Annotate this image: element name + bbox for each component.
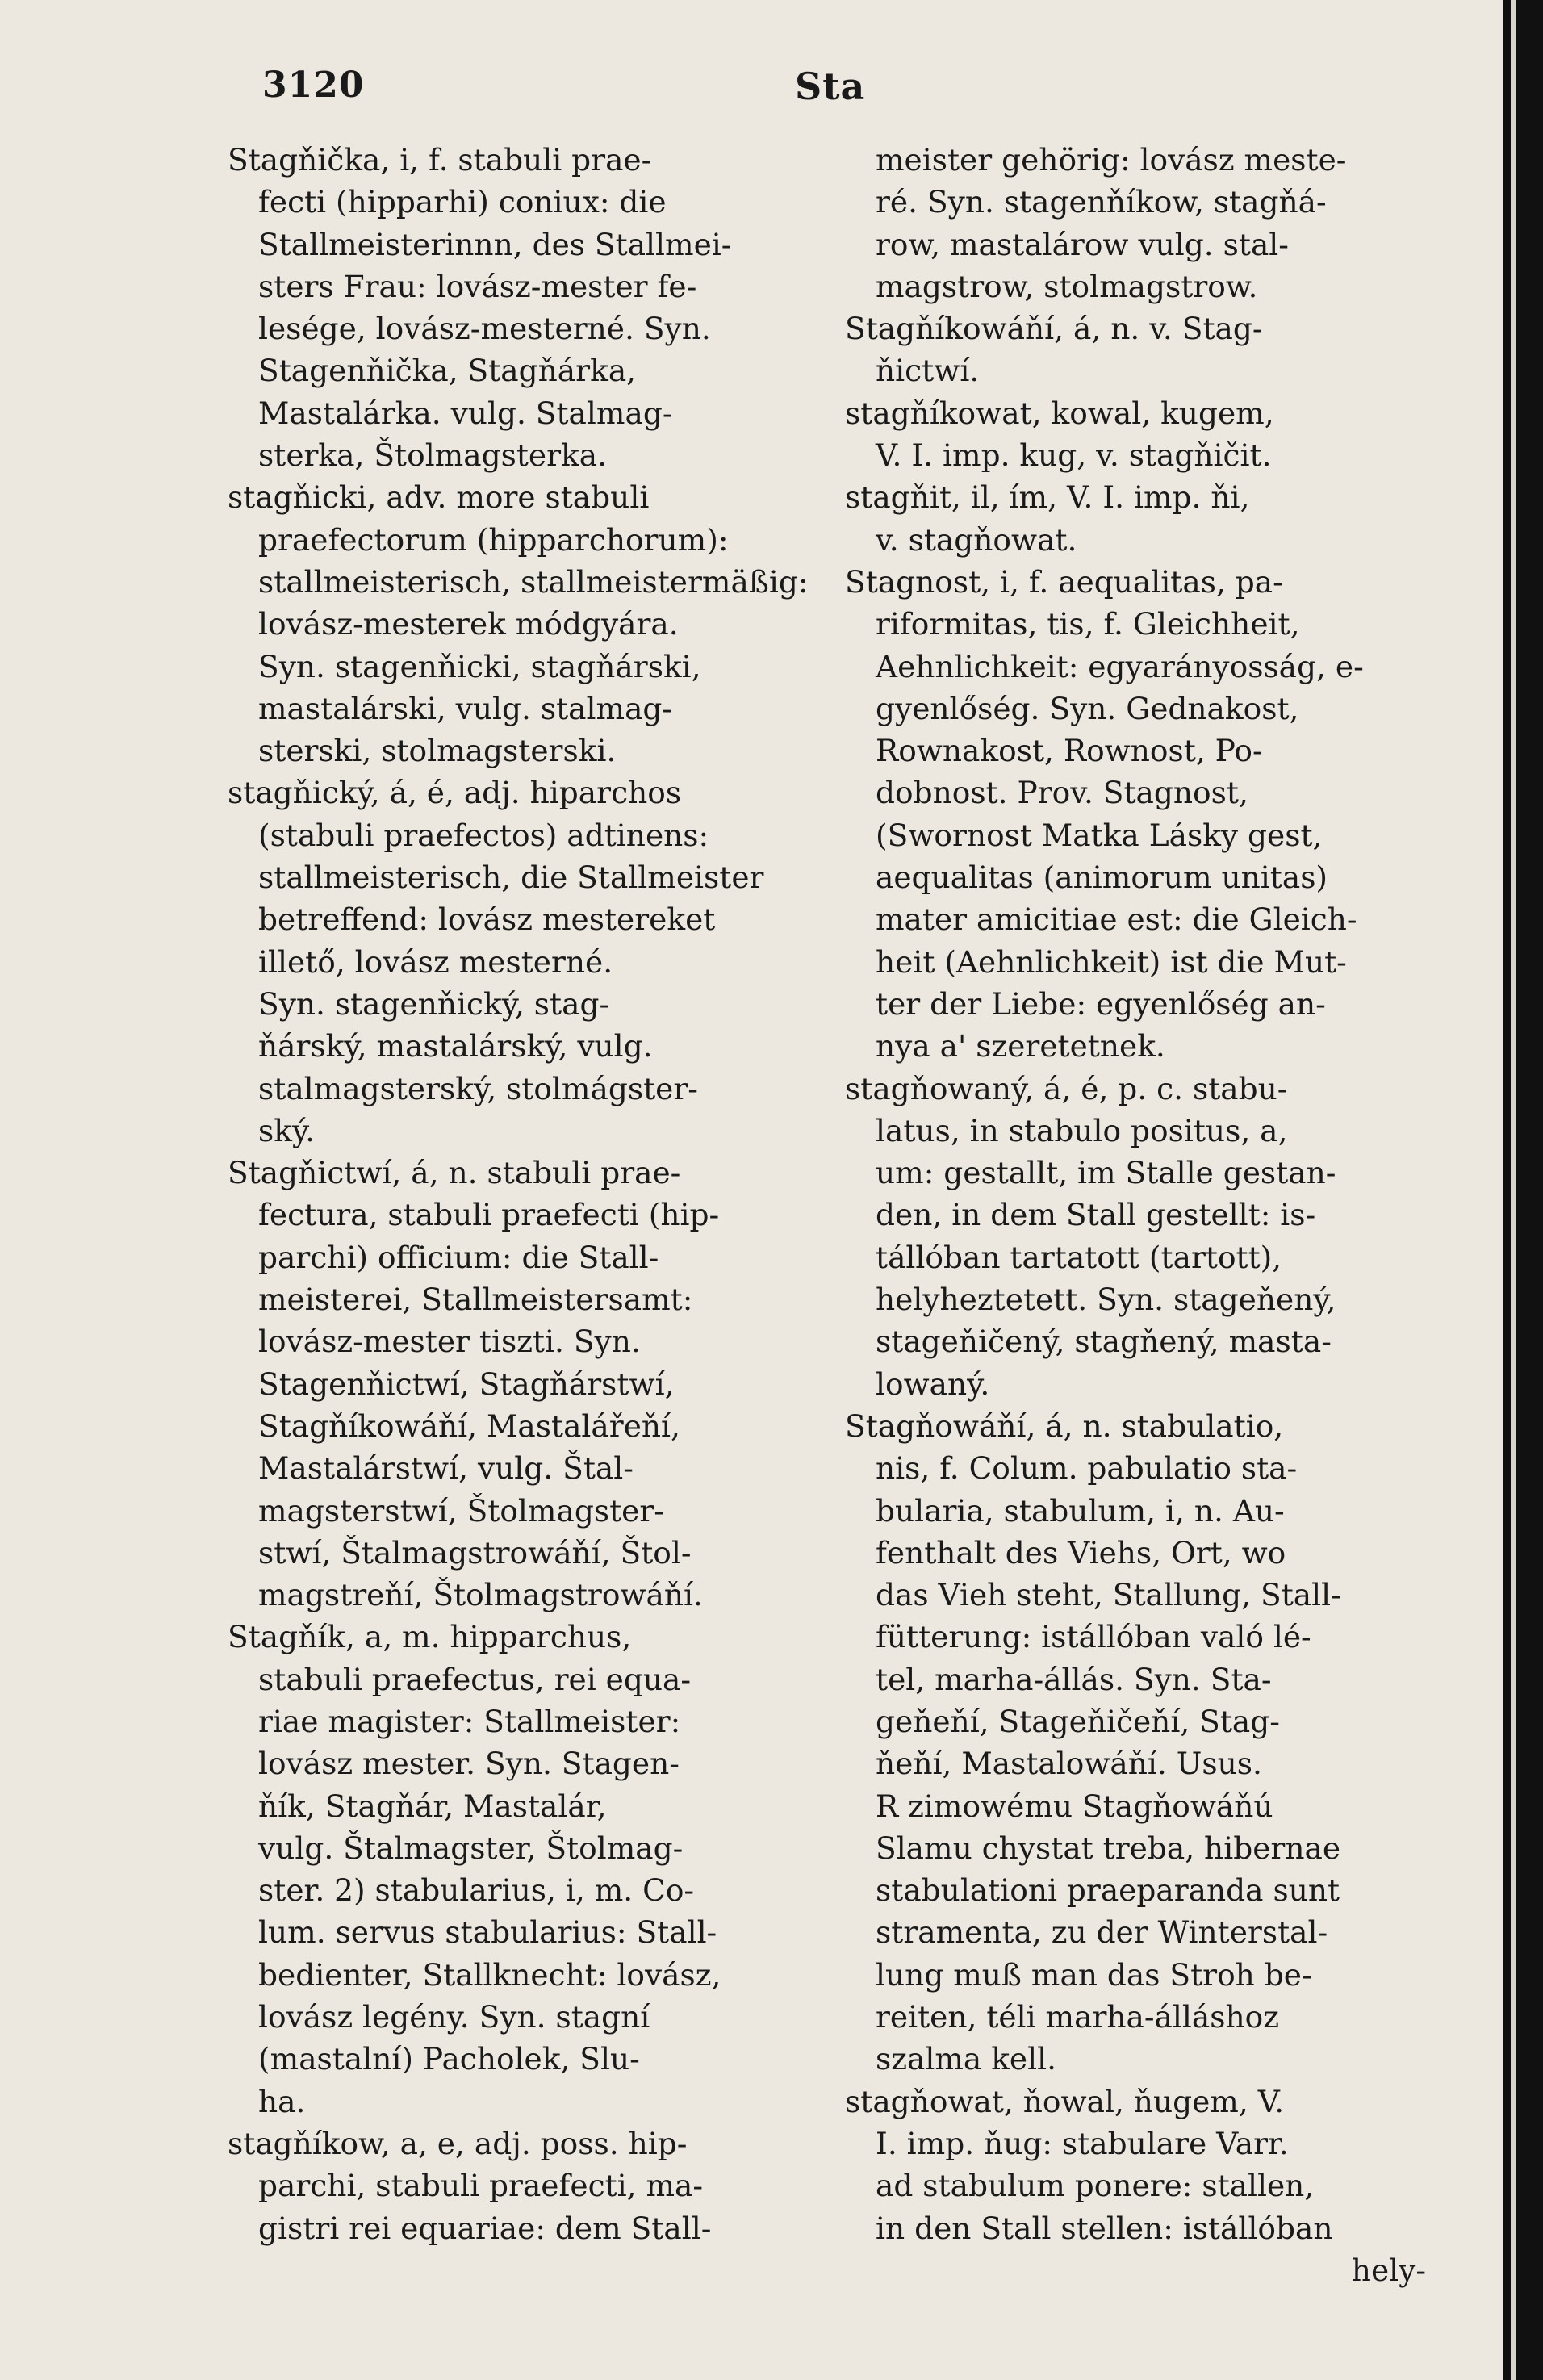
text-line: stagňowaný, á, é, p. c. stabu- [845,1070,1288,1106]
text-line: aequalitas (animorum unitas) [876,860,1328,896]
text-line: stallmeisterisch, die Stallmeister [258,860,764,896]
text-line: Stagenňictwí, Stagňárstwí, [258,1366,675,1402]
text-line: ský. [258,1112,316,1148]
text-line: bularia, stabulum, i, n. Au- [876,1492,1285,1529]
text-line: lovász-mesterek módgyára. [258,606,679,642]
next-page-edge [1503,0,1543,2380]
text-line: Syn. stagenňický, stag- [258,985,610,1022]
text-line: gyenlőség. Syn. Gednakost, [876,690,1299,726]
text-line: fütterung: istállóban való lé- [876,1619,1311,1655]
text-line: mastalárski, vulg. stalmag- [258,690,673,726]
text-line: v. stagňowat. [876,521,1077,558]
text-line: nis, f. Colum. pabulatio sta- [876,1450,1298,1487]
text-line: (stabuli praefectos) adtinens: [258,817,709,853]
text-line: ňictwí. [876,353,980,389]
text-line: riformitas, tis, f. Gleichheit, [876,606,1300,642]
left-column [228,139,829,2249]
text-line: magstrow, stolmagstrow. [876,268,1258,304]
text-line: V. I. imp. kug, v. stagňičit. [876,437,1272,474]
text-line: stallmeisterisch, stallmeistermäßig: [258,563,809,600]
text-line: bedienter, Stallknecht: lovász, [258,1956,721,1993]
text-line: ňík, Stagňár, Mastalár, [258,1788,607,1824]
text-line: sterka, Štolmagsterka. [258,437,608,474]
catchword: hely- [1351,2252,1426,2288]
text-line: latus, in stabulo positus, a, [876,1112,1288,1148]
text-line: geňeňí, Stageňičeňí, Stag- [876,1703,1280,1739]
text-line: Stallmeisterinnn, des Stallmei- [258,226,732,262]
text-line: illető, lovász mesterné. [258,943,613,980]
text-line: szalma kell. [876,2041,1057,2077]
text-line: stagňíkowat, kowal, kugem, [845,395,1274,431]
text-line: magstreňí, Štolmagstrowáňí. [258,1577,703,1613]
text-line: ad stabulum ponere: stallen, [876,2168,1315,2204]
text-line: I. imp. ňug: stabulare Varr. [876,2125,1289,2161]
page-number: 3120 [262,65,365,106]
text-line: meisterei, Stallmeistersamt: [258,1282,693,1318]
text-line: stagňický, á, é, adj. hiparchos [228,775,682,811]
text-line: ster. 2) stabularius, i, m. Co- [258,1872,695,1909]
text-line: fenthalt des Viehs, Ort, wo [876,1534,1286,1571]
text-line: Aehnlichkeit: egyarányosság, e- [876,648,1364,684]
text-line: tállóban tartatott (tartott), [876,1239,1282,1275]
text-line: stagňíkow, a, e, adj. poss. hip- [228,2125,688,2161]
right-column [845,139,1426,2291]
text-line: ha. [258,2083,306,2119]
text-line: gistri rei equariae: dem Stall- [258,2210,712,2246]
text-line: betreffend: lovász mestereket [258,901,716,938]
text-line: Stagňíkowáňí, Mastalářeňí, [258,1408,680,1444]
text-line: ré. Syn. stagenňíkow, stagňá- [876,184,1327,220]
text-line: Stagnost, i, f. aequalitas, pa- [845,563,1283,600]
text-line: stramenta, zu der Winterstal- [876,1914,1328,1951]
text-line: stagňit, il, ím, V. I. imp. ňi, [845,479,1250,516]
text-line: um: gestallt, im Stalle gestan- [876,1155,1336,1191]
text-line: Stagenňička, Stagňárka, [258,353,637,389]
text-line: stagňowat, ňowal, ňugem, V. [845,2083,1285,2119]
text-line: Stagňowáňí, á, n. stabulatio, [845,1408,1284,1444]
text-line: parchi) officium: die Stall- [258,1239,659,1275]
text-line: meister gehörig: lovász meste- [876,142,1347,178]
text-line: riae magister: Stallmeister: [258,1703,681,1739]
text-line: Rownakost, Rownost, Po- [876,733,1263,769]
text-line: sters Frau: lovász-mester fe- [258,268,697,304]
text-line: tel, marha-állás. Syn. Sta- [876,1661,1272,1697]
text-line: vulg. Štalmagster, Štolmag- [258,1830,684,1866]
text-line: parchi, stabuli praefecti, ma- [258,2168,704,2204]
text-line: stabulationi praeparanda sunt [876,1872,1340,1909]
text-line: stabuli praefectus, rei equa- [258,1661,692,1697]
text-line: lung muß man das Stroh be- [876,1956,1312,1993]
text-line: (Swornost Matka Lásky gest, [876,817,1323,853]
text-line: Syn. stagenňicki, stagňárski, [258,648,701,684]
text-line: fectura, stabuli praefecti (hip- [258,1197,720,1233]
text-line: lum. servus stabularius: Stall- [258,1914,717,1951]
text-line: praefectorum (hipparchorum): [258,521,729,558]
text-line: fecti (hipparhi) coniux: die [258,184,667,220]
text-line: nya a' szeretetnek. [876,1028,1165,1065]
text-line: mater amicitiae est: die Gleich- [876,901,1357,938]
running-head: Sta [795,65,866,108]
text-line: den, in dem Stall gestellt: is- [876,1197,1316,1233]
text-line: lesége, lovász-mesterné. Syn. [258,311,711,347]
text-line: row, mastalárow vulg. stal- [876,226,1289,262]
page-header [0,65,1503,113]
text-line: magsterstwí, Štolmagster- [258,1492,664,1529]
text-line: ňárský, mastalárský, vulg. [258,1028,653,1065]
text-line: lovász mester. Syn. Stagen- [258,1746,680,1782]
text-line: reiten, téli marha-álláshoz [876,1999,1279,2035]
text-line: Stagňictwí, á, n. stabuli prae- [228,1155,681,1191]
text-line: stageňičený, stagňený, masta- [876,1324,1332,1360]
text-line: ter der Liebe: egyenlőség an- [876,985,1326,1022]
text-line: Slamu chystat treba, hibernae [876,1830,1341,1866]
text-line: lovász legény. Syn. stagní [258,1999,650,2035]
text-line: Stagňík, a, m. hipparchus, [228,1619,632,1655]
text-line: Stagňička, i, f. stabuli prae- [228,142,652,178]
text-line: R zimowému Stagňowáňú [876,1788,1273,1824]
text-line: stagňicki, adv. more stabuli [228,479,650,516]
text-line: heit (Aehnlichkeit) ist die Mut- [876,943,1347,980]
text-line: sterski, stolmagsterski. [258,733,617,769]
text-line: dobnost. Prov. Stagnost, [876,775,1248,811]
text-line: helyheztetett. Syn. stageňený, [876,1282,1336,1318]
text-line: stwí, Štalmagstrowáňí, Štol- [258,1534,692,1571]
text-line: lowaný. [876,1366,990,1402]
page-edge-line [1511,0,1516,2380]
text-line: ňeňí, Mastalowáňí. Usus. [876,1746,1262,1782]
text-line: in den Stall stellen: istállóban [876,2210,1333,2246]
text-line: das Vieh steht, Stallung, Stall- [876,1577,1341,1613]
text-line: Stagňíkowáňí, á, n. v. Stag- [845,311,1263,347]
text-line: (mastalní) Pacholek, Slu- [258,2041,640,2077]
text-line: Mastalárka. vulg. Stalmag- [258,395,673,431]
text-line: stalmagsterský, stolmágster- [258,1070,698,1106]
text-line: lovász-mester tiszti. Syn. [258,1324,641,1360]
text-line: Mastalárstwí, vulg. Štal- [258,1450,634,1487]
